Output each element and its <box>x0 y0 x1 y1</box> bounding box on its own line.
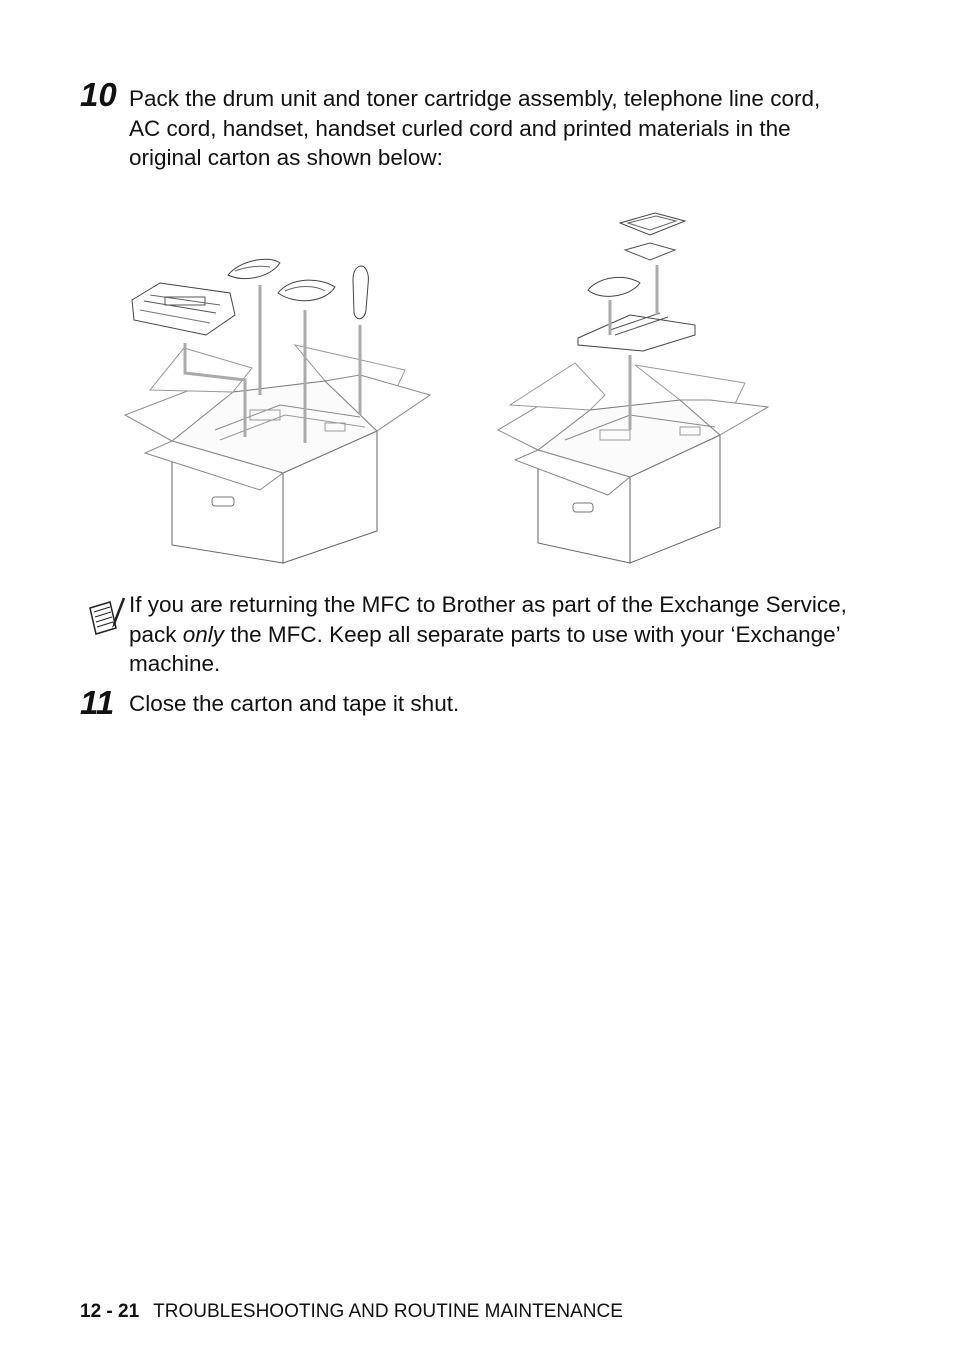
step-number: 11 <box>80 684 115 721</box>
drum-unit-icon <box>132 283 235 335</box>
handset-icon <box>353 266 368 319</box>
note-emphasis: only <box>182 621 225 647</box>
step-instruction: Pack the drum unit and toner cartridge assembly, telephone line cord, AC cord, handset, handset curled cord and printed materials in the original carton as shown below: <box>129 86 821 170</box>
step-number: 10 <box>80 76 117 113</box>
step-instruction: Close the carton and tape it shut. <box>129 691 460 716</box>
cord-icon <box>228 259 335 300</box>
section-title: TROUBLESHOOTING AND ROUTINE MAINTENANCE <box>153 1301 623 1322</box>
note-text-before: If you are returning the MFC to Brother as part of the Exchange Service, pack <box>129 592 847 647</box>
note-pad-pencil-icon <box>84 594 126 638</box>
page-footer <box>80 1300 623 1324</box>
note-text-after: the MFC. Keep all separate parts to use with your ‘Exchange’ machine. <box>129 621 840 676</box>
note-text <box>129 590 849 679</box>
packing-insert-icon <box>578 213 695 351</box>
page-number: 12 - 21 <box>80 1301 140 1322</box>
packing-illustration <box>120 205 780 575</box>
carton-box-icon <box>125 345 430 563</box>
carton-box-icon <box>498 363 768 563</box>
